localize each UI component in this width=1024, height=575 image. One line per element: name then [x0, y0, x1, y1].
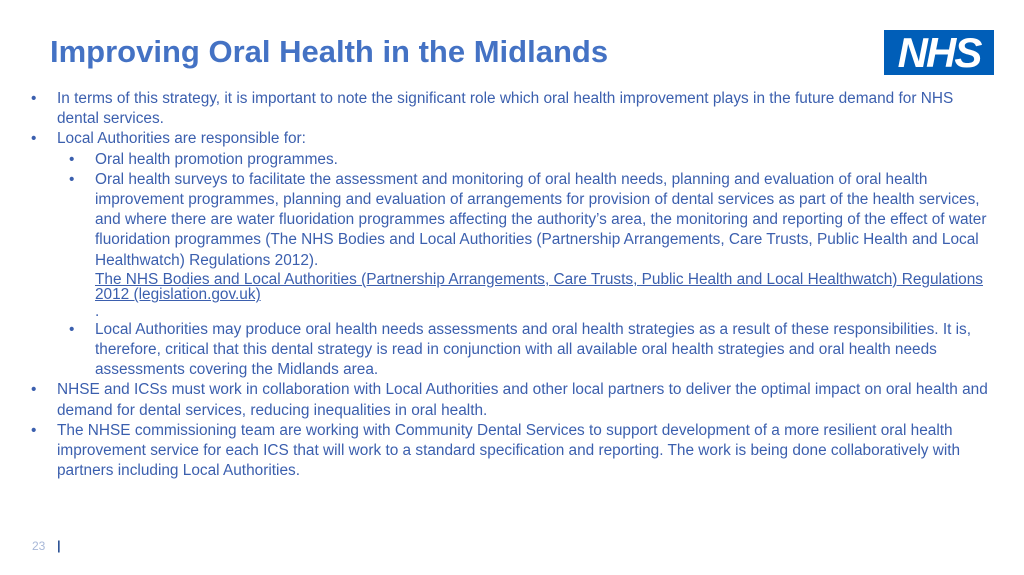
slide-title: Improving Oral Health in the Midlands	[50, 34, 609, 69]
trailing-period: .	[95, 302, 100, 320]
bullet-text: Local Authorities are responsible for:	[57, 130, 306, 148]
sub-bullet-item	[68, 150, 990, 170]
legislation-link[interactable]: The NHS Bodies and Local Authorities (Partnership Arrangements, Care Trusts, Public Health and Local Healthwatch) Regulations 2012 (legislation.gov.uk)	[95, 270, 983, 304]
slide-content	[30, 89, 990, 481]
bullet-item	[30, 89, 990, 129]
bullet-text: NHSE and ICSs must work in collaboration with Local Authorities and other local partners to deliver the optimal impact on oral health and demand for dental services, reducing inequalities in oral health.	[57, 381, 988, 419]
bullet-item	[30, 421, 990, 482]
sub-bullet-text: Oral health surveys to facilitate the assessment and monitoring of oral health needs, planning and evaluation of oral health improvement programmes, planning and evaluation of arrangements for provision of dental services as part of the health services, and where there are water fluoridation programmes affecting the authority’s area, the monitoring and reporting of the effect of water fluoridation programmes (The NHS Bodies and Local Authorities (Partnership Arrangements, Care Trusts, Public Health and Local Healthwatch) Regulations 2012).	[95, 170, 987, 269]
page-number: 23	[32, 539, 46, 553]
nhs-logo: NHS	[884, 30, 994, 75]
bullet-item	[30, 129, 990, 380]
footer-separator: |	[57, 538, 61, 553]
sub-bullet-text: Local Authorities may produce oral health needs assessments and oral health strategies as a result of these responsibilities. It is, therefore, critical that this dental strategy is read in conjunction with all available oral health strategies and oral health needs assessments covering the Midlands area.	[95, 320, 972, 379]
sub-bullet-list	[68, 150, 990, 381]
sub-bullet-item	[68, 170, 990, 320]
sub-bullet-text: Oral health promotion programmes.	[95, 150, 338, 168]
bullet-item	[30, 380, 990, 420]
sub-bullet-item	[68, 320, 990, 381]
bullet-text: In terms of this strategy, it is important to note the significant role which oral health improvement plays in the future demand for NHS dental services.	[57, 90, 954, 128]
bullet-list	[30, 89, 990, 481]
bullet-text: The NHSE commissioning team are working with Community Dental Services to support development of a more resilient oral health improvement service for each ICS that will work to a standard specification and reporting. The work is being done collaboratively with partners including Local Authorities.	[57, 421, 961, 480]
